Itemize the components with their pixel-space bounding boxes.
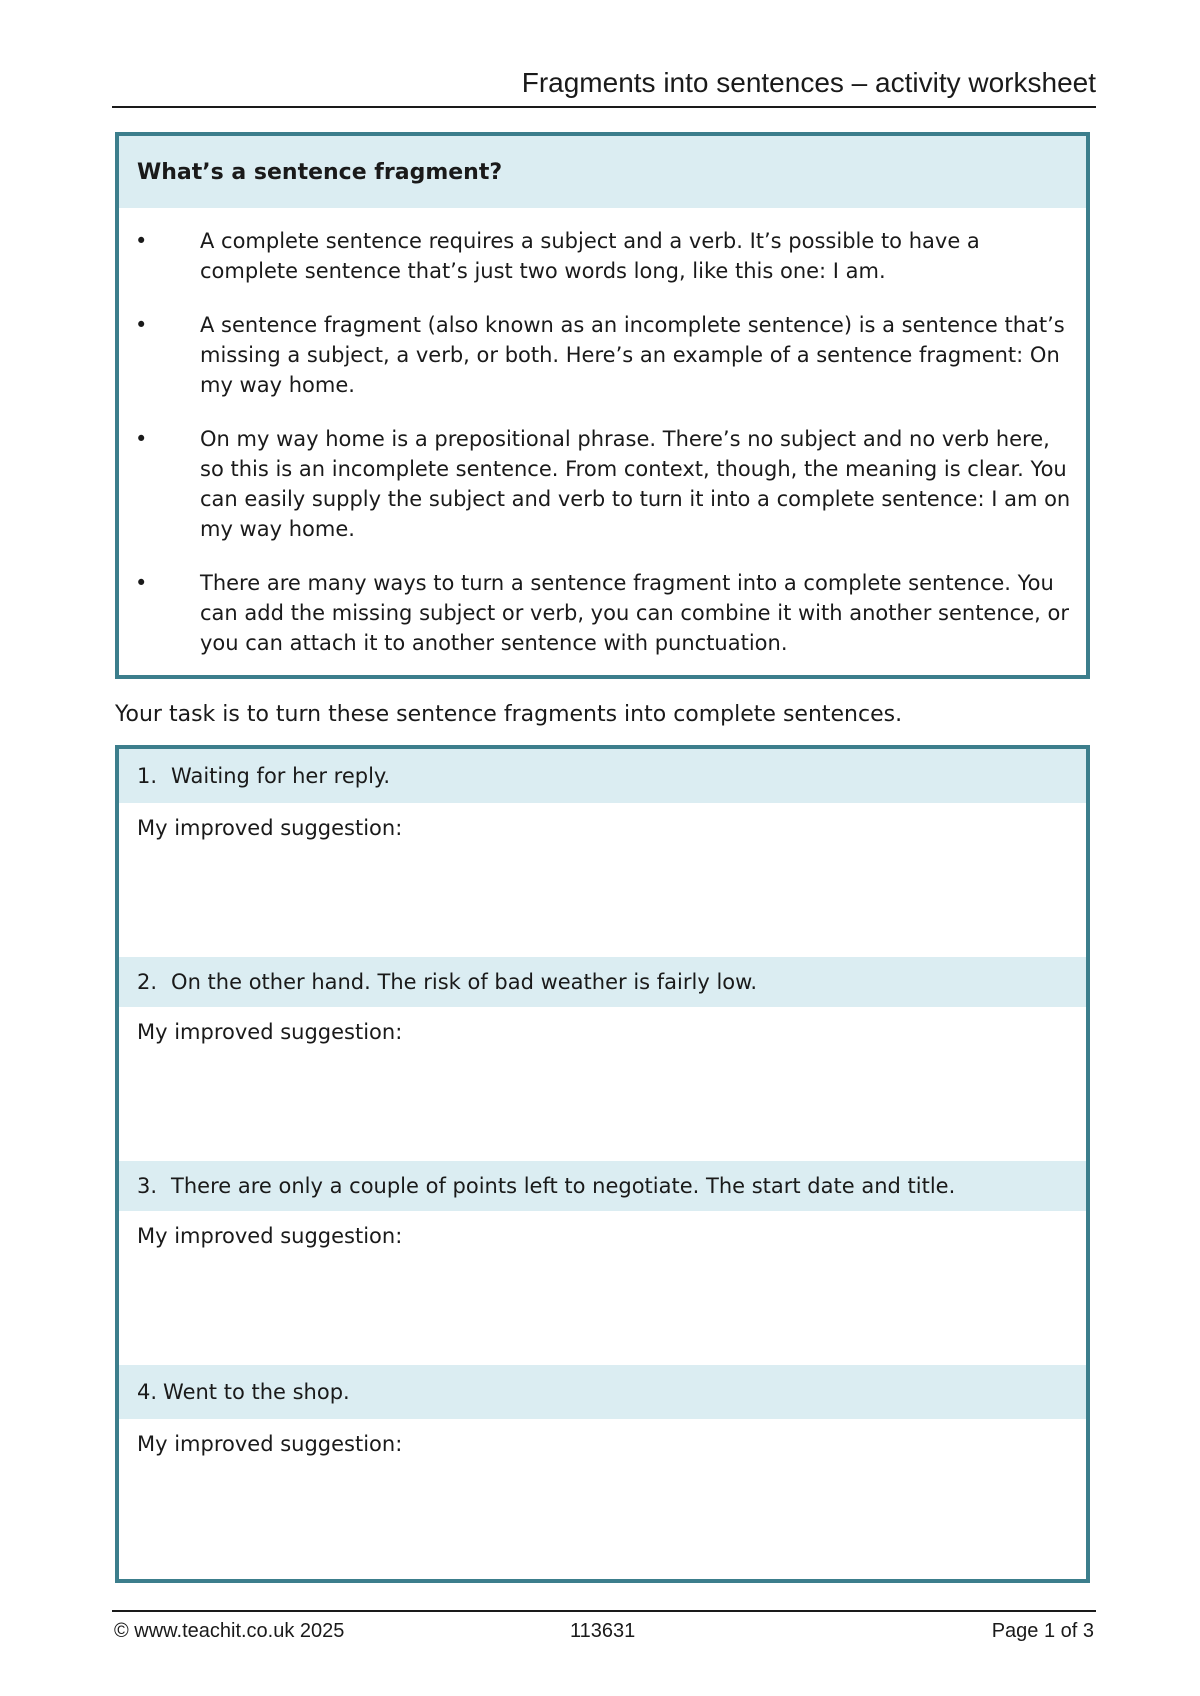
answer-label: My improved suggestion: [137, 1020, 403, 1044]
task-item-number: 2. [137, 970, 158, 994]
page-number: Page 1 of 3 [991, 1620, 1094, 1642]
answer-area[interactable] [119, 803, 1086, 957]
task-box [115, 745, 1090, 1583]
bullet-icon: • [135, 313, 148, 337]
task-item-number: 4. [137, 1380, 158, 1404]
resource-code: 113631 [570, 1620, 636, 1642]
task-item-fragment: Went to the shop. [163, 1380, 350, 1404]
bullet-icon: • [135, 229, 148, 253]
task-item-number: 3. [137, 1174, 158, 1198]
task-item-fragment: There are only a couple of points left to negotiate. The start date and title. [171, 1174, 956, 1198]
info-box-header [119, 136, 1086, 208]
bullet-icon: • [135, 427, 148, 451]
bullet-icon: • [135, 571, 148, 595]
bullet-text: On my way home is a prepositional phrase. There’s no subject and no verb here, so this is an incomplete sentence. From context, though, the meaning is clear. You can easily supply the subject and verb to turn it into a complete sentence: I am on my way home. [200, 427, 1071, 541]
bullet-item [133, 310, 1072, 400]
task-item-number: 1. [137, 764, 158, 788]
task-instructions: Your task is to turn these sentence fragments into complete sentences. [115, 702, 903, 727]
answer-area[interactable] [119, 1211, 1086, 1365]
task-item-fragment: On the other hand. The risk of bad weather is fairly low. [171, 970, 758, 994]
bullet-item [133, 226, 1072, 286]
answer-area[interactable] [119, 1007, 1086, 1161]
bullet-text: A sentence fragment (also known as an incomplete sentence) is a sentence that’s missing a subject, a verb, or both. Here’s an example of a sentence fragment: On my way home. [200, 313, 1065, 397]
info-heading: What’s a sentence fragment? [137, 159, 503, 185]
bullet-text: There are many ways to turn a sentence fragment into a complete sentence. You can add the missing subject or verb, you can combine it with another sentence, or you can attach it to another sentence with punctuation. [200, 571, 1069, 655]
bullet-text: A complete sentence requires a subject and a verb. It’s possible to have a complete sentence that’s just two words long, like this one: I am. [200, 229, 980, 283]
answer-label: My improved suggestion: [137, 1432, 403, 1456]
bullet-item [133, 568, 1072, 658]
answer-label: My improved suggestion: [137, 816, 403, 840]
worksheet-title: Fragments into sentences – activity worksheet [521, 67, 1096, 98]
task-item-header [119, 1365, 1086, 1419]
task-item-fragment: Waiting for her reply. [171, 764, 391, 788]
task-item-header [119, 957, 1086, 1007]
page-header [112, 66, 1096, 108]
bullet-item [133, 424, 1072, 544]
copyright-text: © www.teachit.co.uk 2025 [114, 1620, 345, 1642]
info-box [115, 132, 1090, 679]
task-item-header [119, 749, 1086, 803]
answer-area[interactable] [119, 1419, 1086, 1569]
answer-label: My improved suggestion: [137, 1224, 403, 1248]
info-bullet-list [119, 208, 1086, 658]
task-item-header [119, 1161, 1086, 1211]
page-footer [112, 1610, 1096, 1648]
